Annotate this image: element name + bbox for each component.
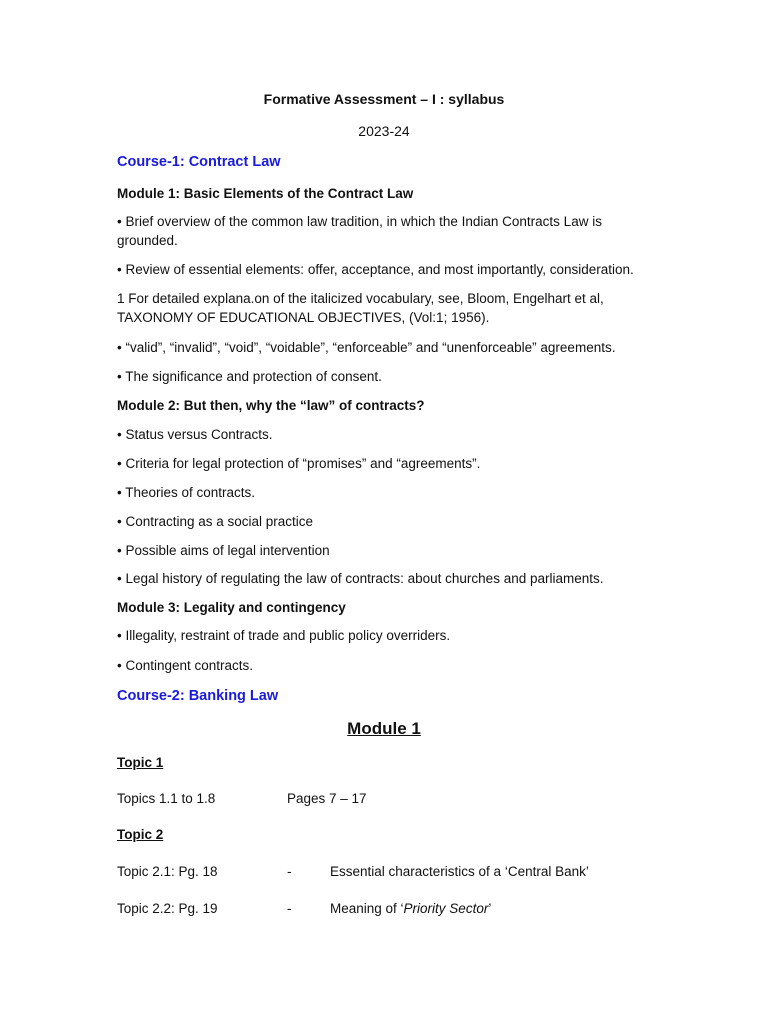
module-2-bullet: • Contracting as a social practice — [117, 514, 314, 529]
description-suffix: ’ — [488, 901, 492, 916]
document-title: Formative Assessment – I : syllabus — [263, 91, 505, 107]
module-2-heading: Module 2: But then, why the “law” of contracts? — [117, 398, 425, 413]
topic-2-1-description — [330, 862, 589, 881]
module-2-bullet: • Criteria for legal protection of “promises” and “agreements”. — [117, 456, 481, 471]
topic-2-1-ref: Topic 2.1: Pg. 18 — [117, 864, 218, 879]
module-1-bullet-1: • Brief overview of the common law tradition, in which the Indian Contracts Law is grounded. — [117, 214, 602, 248]
module-2-bullet: • Possible aims of legal intervention — [117, 543, 330, 558]
topic-2-heading: Topic 2 — [117, 827, 164, 842]
course-2-title: Course-2: Banking Law — [117, 688, 279, 704]
module-3-bullet: • Contingent contracts. — [117, 658, 254, 673]
footnote-line-2: TAXONOMY OF EDUCATIONAL OBJECTIVES, (Vol:1; 1956). — [117, 310, 490, 325]
module-3-heading: Module 3: Legality and contingency — [117, 600, 346, 615]
topic-2-1-dash: - — [287, 864, 292, 879]
module-3-bullet: • Illegality, restraint of trade and public policy overriders. — [117, 628, 451, 643]
module-1-heading: Module 1: Basic Elements of the Contract Law — [117, 186, 414, 201]
module-2-bullet: • Theories of contracts. — [117, 485, 256, 500]
academic-year: 2023-24 — [358, 123, 410, 139]
description-italic: Priority Sector — [403, 901, 489, 916]
module-1-bullet-3: • “valid”, “invalid”, “void”, “voidable”, “enforceable” and “unenforceable” agreements. — [117, 340, 616, 355]
description-text: Essential characteristics of a ‘Central Bank’ — [330, 864, 589, 879]
topic-2-2-description — [330, 899, 491, 918]
topic-1-ref: Topics 1.1 to 1.8 — [117, 791, 216, 806]
module-2-bullet: • Status versus Contracts. — [117, 427, 273, 442]
topic-1-pages: Pages 7 – 17 — [287, 791, 367, 806]
footnote-line-1: 1 For detailed explana.on of the italicized vocabulary, see, Bloom, Engelhart et al, — [117, 291, 604, 306]
description-prefix: Meaning of ‘ — [330, 901, 404, 916]
module-2-bullet: • Legal history of regulating the law of contracts: about churches and parliaments. — [117, 571, 604, 586]
topic-2-2-dash: - — [287, 901, 292, 916]
module-title: Module 1 — [347, 719, 421, 738]
topic-1-heading: Topic 1 — [117, 755, 164, 770]
course-1-title: Course-1: Contract Law — [117, 154, 281, 170]
module-1-bullet-4: • The significance and protection of consent. — [117, 369, 382, 384]
topic-2-2-ref: Topic 2.2: Pg. 19 — [117, 901, 218, 916]
module-1-bullet-2: • Review of essential elements: offer, acceptance, and most importantly, consideration. — [117, 262, 634, 277]
